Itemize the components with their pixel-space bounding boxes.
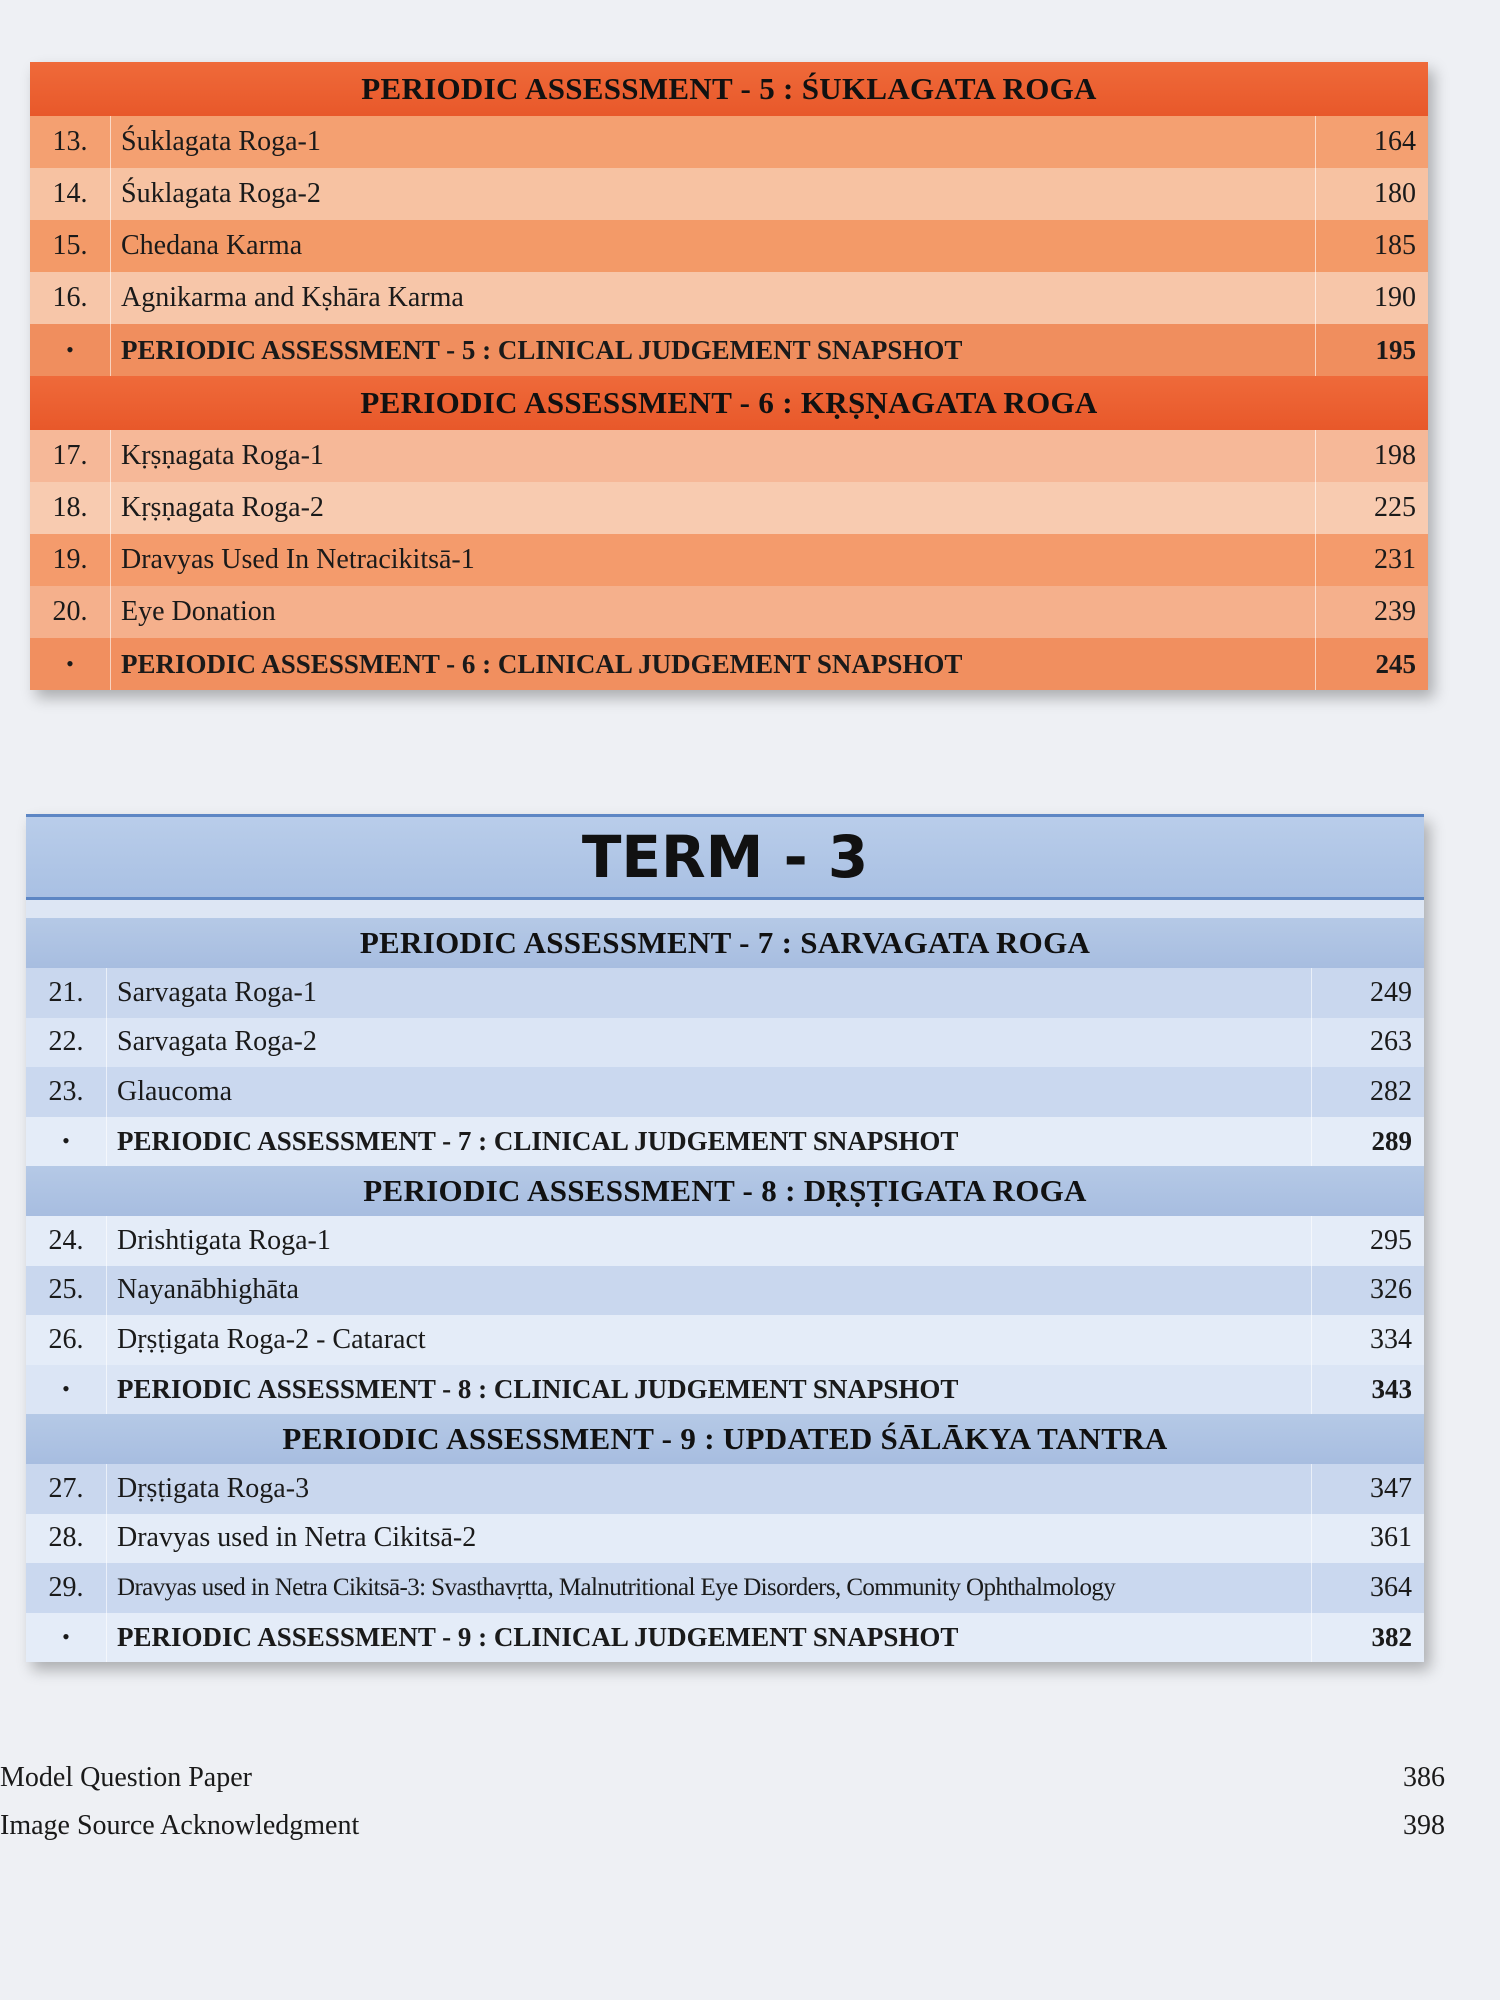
row-number: 28.: [48, 1522, 84, 1554]
row-page: 190: [1315, 272, 1428, 324]
row-title: Sarvagata Roga-2: [106, 1018, 1311, 1068]
row-title: Nayanābhighāta: [106, 1266, 1311, 1316]
row-number: 19.: [52, 544, 88, 575]
term-title: TERM - 3: [26, 814, 1424, 900]
toc-row[interactable]: [30, 482, 1428, 534]
row-page: 198: [1315, 430, 1428, 482]
row-title: Dravyas Used In Netracikitsā-1: [110, 534, 1315, 586]
row-page: 195: [1315, 324, 1428, 376]
row-number: 23.: [48, 1075, 84, 1107]
row-number: 14.: [52, 178, 88, 209]
row-number: 15.: [52, 230, 88, 261]
row-page: 361: [1311, 1514, 1424, 1564]
row-page: 239: [1315, 586, 1428, 638]
toc-row-assessment[interactable]: [26, 1117, 1424, 1167]
row-page: 334: [1311, 1315, 1424, 1365]
row-title: PERIODIC ASSESSMENT - 6 : CLINICAL JUDGEMENT SNAPSHOT: [110, 638, 1315, 690]
toc-row[interactable]: [30, 586, 1428, 638]
section-heading-pa6: PERIODIC ASSESSMENT - 6 : KṚṢṆAGATA ROGA: [30, 376, 1428, 430]
row-title: PERIODIC ASSESSMENT - 8 : CLINICAL JUDGEMENT SNAPSHOT: [106, 1365, 1311, 1415]
footer-entry[interactable]: [0, 1762, 1445, 1794]
toc-row[interactable]: [26, 968, 1424, 1018]
footer-page: 386: [1403, 1762, 1445, 1793]
blue-toc-panel: [26, 814, 1424, 1662]
section-heading-pa7: PERIODIC ASSESSMENT - 7 : SARVAGATA ROGA: [26, 918, 1424, 968]
orange-toc-panel: [30, 62, 1428, 690]
section-heading-pa9: PERIODIC ASSESSMENT - 9 : UPDATED ŚĀLĀKYA TANTRA: [26, 1414, 1424, 1464]
row-title: PERIODIC ASSESSMENT - 7 : CLINICAL JUDGEMENT SNAPSHOT: [106, 1117, 1311, 1167]
toc-row[interactable]: [26, 1216, 1424, 1266]
toc-row[interactable]: [30, 220, 1428, 272]
row-page: 326: [1311, 1266, 1424, 1316]
bullet-icon: •: [62, 1624, 70, 1650]
toc-row[interactable]: [30, 272, 1428, 324]
toc-row[interactable]: [30, 430, 1428, 482]
row-title: PERIODIC ASSESSMENT - 9 : CLINICAL JUDGEMENT SNAPSHOT: [106, 1613, 1311, 1663]
bullet-icon: •: [66, 337, 74, 362]
row-number: 26.: [48, 1323, 84, 1355]
row-title: Kṛṣṇagata Roga-1: [110, 430, 1315, 482]
row-title: Chedana Karma: [110, 220, 1315, 272]
toc-row[interactable]: [30, 168, 1428, 220]
bullet-icon: •: [66, 651, 74, 676]
row-number: 17.: [52, 440, 88, 471]
row-page: 282: [1311, 1067, 1424, 1117]
bullet-icon: •: [62, 1376, 70, 1402]
row-number: 25.: [48, 1274, 84, 1306]
row-page: 231: [1315, 534, 1428, 586]
row-number: 21.: [48, 976, 84, 1008]
row-title: Dṛṣṭigata Roga-2 - Cataract: [106, 1315, 1311, 1365]
row-number: 24.: [48, 1224, 84, 1256]
row-title: Agnikarma and Kṣhāra Karma: [110, 272, 1315, 324]
row-page: 347: [1311, 1464, 1424, 1514]
row-title: Sarvagata Roga-1: [106, 968, 1311, 1018]
toc-row[interactable]: [26, 1464, 1424, 1514]
row-title: Dravyas used in Netra Cikitsā-3: Svasthavṛtta, Malnutritional Eye Disorders, Community Ophthalmology: [106, 1563, 1311, 1613]
row-page: 295: [1311, 1216, 1424, 1266]
row-title: Dravyas used in Netra Cikitsā-2: [106, 1514, 1311, 1564]
row-title: Eye Donation: [110, 586, 1315, 638]
row-page: 364: [1311, 1563, 1424, 1613]
toc-row[interactable]: [26, 1315, 1424, 1365]
row-page: 245: [1315, 638, 1428, 690]
row-page: 185: [1315, 220, 1428, 272]
row-page: 249: [1311, 968, 1424, 1018]
toc-row[interactable]: [26, 1266, 1424, 1316]
row-number: 22.: [48, 1026, 84, 1058]
toc-row-assessment[interactable]: [26, 1365, 1424, 1415]
row-number: 13.: [52, 126, 88, 157]
toc-row[interactable]: [26, 1067, 1424, 1117]
row-number: 27.: [48, 1472, 84, 1504]
row-title: Śuklagata Roga-2: [110, 168, 1315, 220]
row-page: 289: [1311, 1117, 1424, 1167]
row-number: 18.: [52, 492, 88, 523]
bullet-icon: •: [62, 1128, 70, 1154]
toc-row[interactable]: [30, 116, 1428, 168]
row-page: 263: [1311, 1018, 1424, 1068]
row-title: Dṛṣṭigata Roga-3: [106, 1464, 1311, 1514]
row-title: Śuklagata Roga-1: [110, 116, 1315, 168]
toc-row-assessment[interactable]: [30, 638, 1428, 690]
row-page: 343: [1311, 1365, 1424, 1415]
row-page: 225: [1315, 482, 1428, 534]
toc-row[interactable]: [26, 1018, 1424, 1068]
footer-entry[interactable]: [0, 1810, 1445, 1842]
toc-row[interactable]: [26, 1514, 1424, 1564]
row-number: 29.: [48, 1571, 84, 1603]
toc-row[interactable]: [26, 1563, 1424, 1613]
row-number: 16.: [52, 282, 88, 313]
row-title: Glaucoma: [106, 1067, 1311, 1117]
row-page: 180: [1315, 168, 1428, 220]
row-title: PERIODIC ASSESSMENT - 5 : CLINICAL JUDGEMENT SNAPSHOT: [110, 324, 1315, 376]
toc-row-assessment[interactable]: [30, 324, 1428, 376]
toc-row[interactable]: [30, 534, 1428, 586]
row-title: Drishtigata Roga-1: [106, 1216, 1311, 1266]
row-page: 164: [1315, 116, 1428, 168]
section-heading-pa8: PERIODIC ASSESSMENT - 8 : DṚṢṬIGATA ROGA: [26, 1166, 1424, 1216]
toc-row-assessment[interactable]: [26, 1613, 1424, 1663]
row-page: 382: [1311, 1613, 1424, 1663]
row-number: 20.: [52, 596, 88, 627]
footer-page: 398: [1403, 1810, 1445, 1841]
row-title: Kṛṣṇagata Roga-2: [110, 482, 1315, 534]
section-heading-pa5: PERIODIC ASSESSMENT - 5 : ŚUKLAGATA ROGA: [30, 62, 1428, 116]
footer-title: Model Question Paper: [0, 1762, 252, 1793]
footer-title: Image Source Acknowledgment: [0, 1810, 360, 1841]
